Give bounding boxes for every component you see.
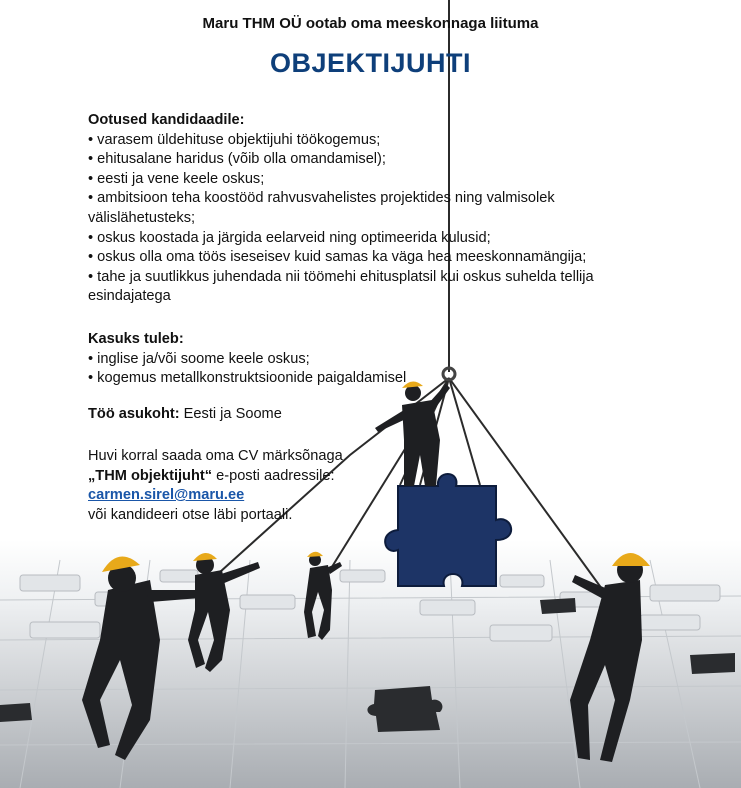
list-item: • tahe ja suutlikkus juhendada nii töömehi ehitusplatsil kui oskus suhelda tellija esindajatega <box>88 268 628 307</box>
apply-line4: või kandideeri otse läbi portaali. <box>88 506 293 523</box>
apply-section <box>88 447 628 525</box>
intro-line: Maru THM OÜ ootab oma meeskonnaga liituma <box>202 15 539 32</box>
apply-line2 <box>88 467 628 487</box>
apply-line1: Huvi korral saada oma CV märksõnaga <box>88 448 343 464</box>
advantages-section <box>88 330 628 389</box>
list-item: • eesti ja vene keele oskus; <box>88 170 628 190</box>
expectations-list <box>88 131 628 307</box>
location-value: Eesti ja Soome <box>179 406 282 422</box>
list-item: • oskus olla oma töös iseseisev kuid samas ka väga hea meeskonnamängija; <box>88 248 628 268</box>
list-item: • inglise ja/või soome keele oskus; <box>88 350 628 370</box>
list-item: • kogemus metallkonstruktsioonide paigaldamisel <box>88 369 628 389</box>
email-link[interactable]: carmen.sirel@maru.ee <box>88 487 245 504</box>
apply-keyword: „THM objektijuht“ <box>88 467 213 484</box>
expectations-heading: Ootused kandidaadile: <box>88 112 245 128</box>
list-item: • varasem üldehituse objektijuhi töökogemus; <box>88 131 628 151</box>
page-title: OBJEKTIJUHTI <box>269 48 472 78</box>
location-label: Töö asukoht: <box>88 406 180 422</box>
list-item: • ambitsioon teha koostööd rahvusvahelistes projektides ning valmisolek välislähetusteks; <box>88 189 628 228</box>
location-line <box>88 405 628 425</box>
expectations-section <box>88 111 628 307</box>
list-item: • oskus koostada ja järgida eelarveid ning optimeerida kulusid; <box>88 229 628 249</box>
advantages-heading: Kasuks tuleb: <box>88 331 184 347</box>
apply-line2-rest: e-posti aadressile: <box>212 467 335 484</box>
advantages-list <box>88 350 628 389</box>
list-item: • ehitusalane haridus (võib olla omandamisel); <box>88 150 628 170</box>
